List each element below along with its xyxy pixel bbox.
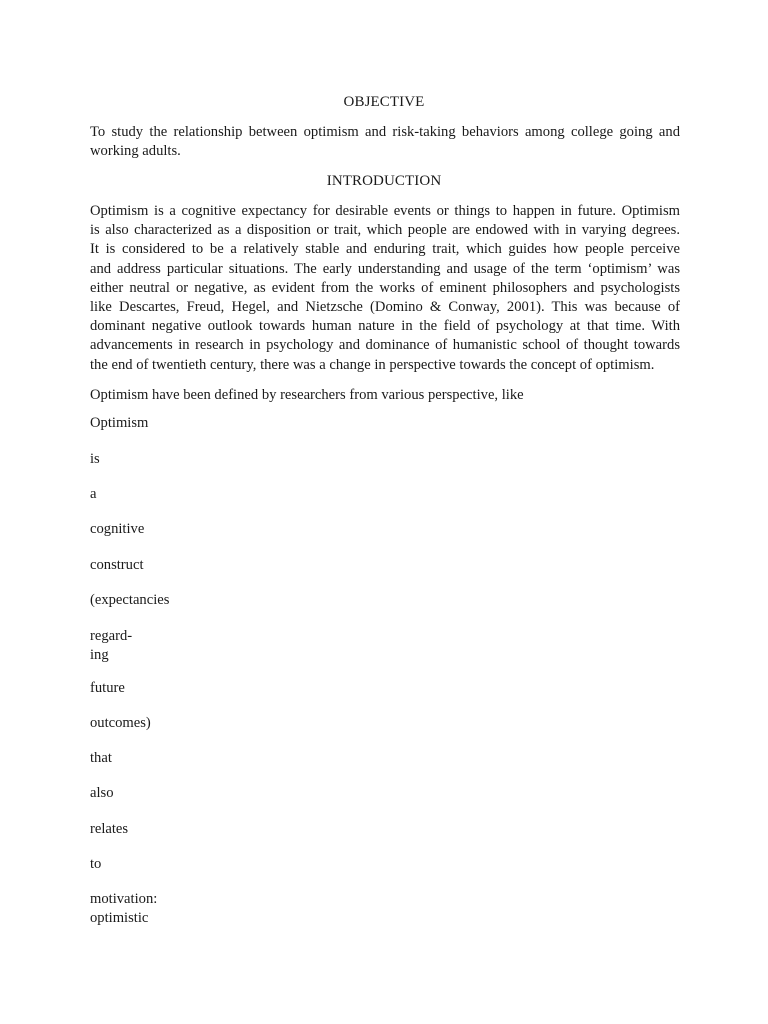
introduction-line: is also characterized as a disposition or trait, which people are endowed with in varying degrees. xyxy=(90,222,680,239)
word-line: regard- ing xyxy=(90,628,133,663)
word-line: to xyxy=(90,856,102,872)
introduction-paragraph xyxy=(90,202,680,375)
word-line: outcomes) xyxy=(90,715,151,731)
word-line: relates xyxy=(90,821,129,837)
word-line: (expectancies xyxy=(90,592,170,608)
objective-line: To study the relationship between optimism and risk-taking behaviors among college going and xyxy=(90,124,680,140)
introduction-line: It is considered to be a relatively stable and enduring trait, which guides how people perceive xyxy=(90,241,680,258)
word-line: construct xyxy=(90,557,144,573)
word-line: is xyxy=(90,451,100,467)
introduction-line: advancements in research in psychology and dominance of humanistic school of thought towards xyxy=(90,337,680,354)
introduction-line: either neutral or negative, as evident from the works of eminent philosophers and psychologists xyxy=(90,279,680,296)
objective-heading: OBJECTIVE xyxy=(343,94,425,110)
introduction-line: the end of twentieth century, there was a change in perspective towards the concept of optimism. xyxy=(90,356,655,373)
word-line: Optimism xyxy=(90,415,149,431)
objective-line: working adults. xyxy=(90,143,181,160)
word-line: future xyxy=(90,680,125,696)
introduction-line: like Descartes, Freud, Hegel, and Nietzsche (Domino & Conway, 2001). This was because of xyxy=(90,299,680,316)
defined-line: Optimism have been defined by researchers from various perspective, like xyxy=(90,387,524,403)
introduction-line: dominant negative outlook towards human nature in the field of psychology at that time. With xyxy=(90,318,680,335)
word-line: cognitive xyxy=(90,521,145,537)
word-line: also xyxy=(90,785,114,801)
word-line: motivation: optimistic xyxy=(90,891,158,926)
introduction-heading: INTRODUCTION xyxy=(326,173,442,189)
introduction-line: and address particular situations. The early understanding and usage of the term ‘optimism’ was xyxy=(90,260,680,277)
word-line: a xyxy=(90,486,97,502)
word-line: that xyxy=(90,750,112,766)
objective-paragraph xyxy=(90,123,680,161)
introduction-line: Optimism is a cognitive expectancy for desirable events or things to happen in future. Optimism xyxy=(90,203,680,219)
